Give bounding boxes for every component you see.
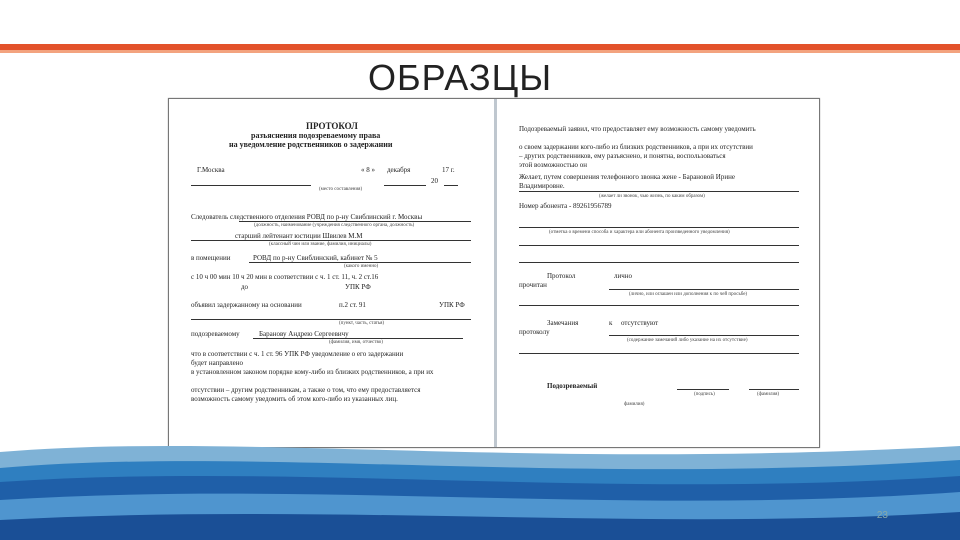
remarks-suffix: протоколу (519, 328, 550, 336)
time-until: до (241, 283, 249, 291)
top-accent-line-light (0, 50, 960, 53)
year: 17 г. (442, 166, 455, 174)
protocol-right-page (499, 99, 819, 447)
investigator-line: Следователь следственного отделения РОВД по р-ну Свиблинский г. Москвы (191, 213, 423, 221)
statement-line-3: – других родственников, ему разъяснено, и понятна, воспользоваться (519, 152, 726, 160)
investigator-hint: (должность, наименование (учреждения следственного органа, должность) (254, 223, 415, 228)
protocol-heading: ПРОТОКОЛ (306, 121, 358, 131)
suspect-name: Баранову Андрею Сергеевичу (259, 330, 349, 338)
suspect-hint: (фамилия, имя, отчество) (329, 340, 383, 345)
surname-hint: (фамилия) (757, 392, 780, 397)
rank-hint: (классный чин или звание, фамилия, инициалы) (269, 242, 372, 247)
page-number: 23 (876, 510, 888, 521)
basis-code: УПК РФ (439, 301, 465, 309)
statement-line-4: этой возможностью он (519, 161, 587, 169)
investigator-rank: старший лейтенант юстиции Швилев М.М (235, 232, 363, 240)
day: « 8 » (361, 166, 375, 174)
notice-line-4: отсутствии – другим родственникам, а также о том, что ему предоставляется (191, 386, 421, 394)
suspect-signature-label: Подозреваемый (547, 382, 598, 390)
time-line: с 10 ч 00 мин 10 ч 20 мин в соответствии с ч. 1 ст. 11, ч. 2 ст.16 (191, 273, 379, 281)
bottom-wave-decoration (0, 440, 960, 540)
premises-hint: (какого именно) (344, 264, 379, 269)
notice-line-3: в установленном законом порядке кому-либо из близких родственников, а при их (191, 368, 434, 376)
phone-number: Номер абонента - 89261956789 (519, 202, 612, 210)
city: Г.Москва (197, 166, 225, 174)
month: декабря (387, 166, 411, 174)
remarks-label: Замечания (547, 319, 579, 327)
protocol-read-label: Протокол (547, 272, 576, 280)
protocol-read-value: лично (614, 272, 633, 280)
protocol-read-hint: (лично, или оглашен или дополнения к по чей просьбе) (629, 292, 748, 297)
basis-hint: (пункт, часть, статья) (339, 321, 385, 326)
basis-value: п.2 ст. 91 (339, 301, 366, 309)
suspect-label: подозреваемому (191, 330, 240, 338)
signature-hint: (подпись) (694, 392, 715, 397)
remarks-to: к (609, 319, 613, 327)
statement-line-5: Желает, путем совершения телефонного звонка жене - Барановой Ирине (519, 173, 735, 181)
document-scan (168, 98, 820, 448)
time-code: УПК РФ (345, 283, 371, 291)
place-hint: (место составления) (319, 187, 363, 192)
slide-title: ОБРАЗЦЫ (368, 57, 553, 98)
notice-line-5: возможность самому уведомить об этом кого-либо из указанных лиц. (191, 395, 398, 403)
premises-value: РОВД по р-ну Свиблинский, кабинет № 5 (253, 254, 378, 262)
remarks-value: отсутствуют (621, 319, 659, 327)
statement-line-1: Подозреваемый заявил, что предоставляет ему возможность самому уведомить (519, 125, 756, 133)
remarks-hint: (содержание замечаний либо указание на их отсутствие) (627, 338, 748, 343)
protocol-subheading: разъяснения подозреваемому права (251, 131, 381, 140)
statement-line-6: Владимировне. (519, 182, 565, 190)
statement-line-2: о своем задержании кого-либо из близких родственников, а при их отсутствии (519, 143, 753, 151)
page-divider (494, 99, 497, 447)
protocol-read-suffix: прочитан (519, 281, 547, 289)
protocol-left-page (169, 99, 494, 447)
statement-hint: (желает ли звонок, чью жизнь, по каким образом) (599, 194, 705, 199)
notice-hint: (отметка о времени способа и характера или абонента произведенного уведомления) (549, 230, 730, 235)
notice-line-1: что в соответствии с ч. 1 ст. 96 УПК РФ уведомление о его задержании (191, 350, 404, 358)
protocol-subheading-2: на уведомление родственников о задержании (229, 140, 393, 149)
premises-label: в помещении (191, 254, 231, 262)
basis-label: объявил задержанному на основании (191, 301, 302, 309)
surname-hint-2: фамилия) (624, 402, 645, 407)
year-prefix: 20 (431, 177, 438, 185)
notice-line-2: будет направлено (191, 359, 244, 367)
